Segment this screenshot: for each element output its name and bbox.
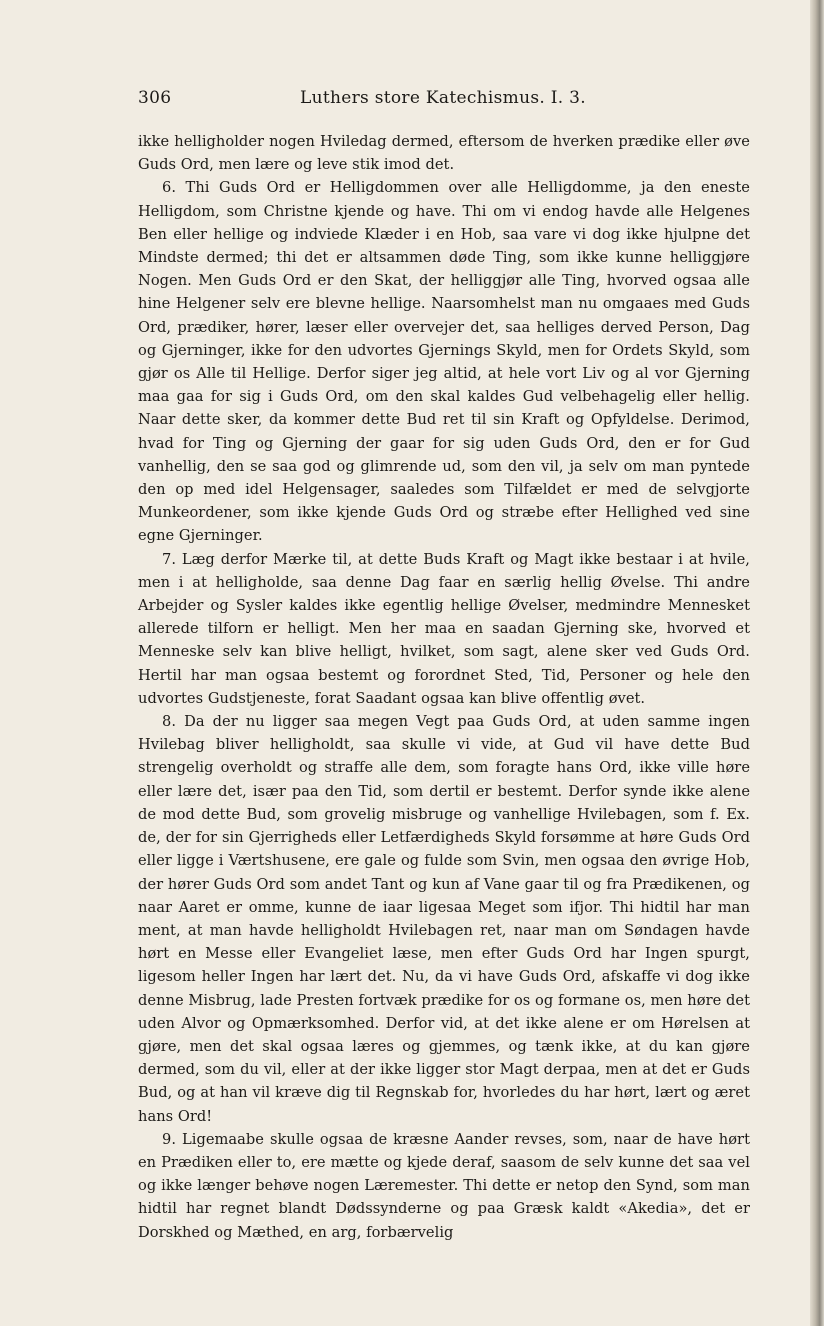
paragraph-8: 8. Da der nu ligger saa megen Vegt paa Guds Ord, at uden samme ingen Hvilebag bliver helligholdt, saa skulle vi vide, at Gud vil have dette Bud strengelig overholdt og straffe alle dem, som foragte hans Ord, ikke ville høre eller lære det, især paa den Tid, som dertil er bestemt. Derfor synde ikke alene de mod dette Bud, som grovelig misbruge og vanhellige Hvilebagen, som f. Ex. de, der for sin Gjerrigheds eller Letfærdigheds Skyld forsømme at høre Guds Ord eller ligge i Værtshusene, ere gale og fulde som Svin, men ogsaa den øvrige Hob, der hører Guds Ord som andet Tant og kun af Vane gaar til og fra Prædikenen, og naar Aaret er omme, kunne de iaar ligesaa Meget som ifjor. Thi hidtil har man ment, at man havde helligholdt Hvilebagen ret, naar man om Søndagen havde hørt en Messe eller Evangeliet læse, men efter Guds Ord har Ingen spurgt, ligesom heller Ingen har lært det. Nu, da vi have Guds Ord, afskaffe vi dog ikke denne Misbrug, lade Presten fortvæk prædike for os og formane os, men høre det uden Alvor og Opmærksomhed. Derfor vid, at det ikke alene er om Hørelsen at gjøre, men det skal ogsaa læres og gjemmes, og tænk ikke, at du kan gjøre dermed, som du vil, eller at der ikke ligger stor Magt derpaa, men at det er Guds Bud, og at han vil kræve dig til Regnskab for, hvorledes du har hørt, lært og æret hans Ord! — [138, 713, 750, 1125]
running-title: Luthers store Katechismus. I. 3. — [299, 88, 586, 108]
page-body — [138, 130, 750, 1244]
paragraph-7: 7. Læg derfor Mærke til, at dette Buds Kraft og Magt ikke bestaar i at hvile, men i at helligholde, saa denne Dag faar en særlig hellig Øvelse. Thi andre Arbejder og Sysler kaldes ikke egentlig hellige Øvelser, medmindre Mennesket allerede tilforn er helligt. Men her maa en saadan Gjerning ske, hvorved et Menneske selv kan blive helligt, hvilket, som sagt, alene sker ved Guds Ord. Hertil har man ogsaa bestemt og forordnet Sted, Tid, Personer og hele den udvortes Gudstjeneste, forat Saadant ogsaa kan blive offentlig øvet. — [138, 550, 750, 707]
paragraph-9: 9. Ligemaabe skulle ogsaa de kræsne Aander revses, som, naar de have hørt en Prædiken eller to, ere mætte og kjede deraf, saasom de selv kunne det saa vel og ikke længer behøve nogen Læremester. Thi dette er netop den Synd, som man hidtil har regnet blandt Dødssynderne og paa Græsk kaldt «Akedia», det er Dorskhed og Mæthed, en arg, forbærvelig — [138, 1130, 750, 1241]
page-number: 306 — [138, 88, 172, 108]
page-header — [138, 88, 748, 108]
page-edge — [810, 0, 824, 1326]
paragraph-6: 6. Thi Guds Ord er Helligdommen over alle Helligdomme, ja den eneste Helligdom, som Christne kjende og have. Thi om vi endog havde alle Helgenes Ben eller hellige og indviede Klæder i en Hob, saa vare vi dog ikke hjulpne det Mindste dermed; thi det er altsammen døde Ting, som ikke kunne helliggjøre Nogen. Men Guds Ord er den Skat, der helliggjør alle Ting, hvorved ogsaa alle hine Helgener selv ere blevne hellige. Naarsomhelst man nu omgaaes med Guds Ord, prædiker, hører, læser eller overvejer det, saa helliges derved Person, Dag og Gjerninger, ikke for den udvortes Gjernings Skyld, men for Ordets Skyld, som gjør os Alle til Hellige. Derfor siger jeg altid, at hele vort Liv og al vor Gjerning maa gaa for sig i Guds Ord, om den skal kaldes Gud velbehagelig eller hellig. Naar dette sker, da kommer dette Bud ret til sin Kraft og Opfyldelse. Derimod, hvad for Ting og Gjerning der gaar for sig uden Guds Ord, den er for Gud vanhellig, den se saa god og glimrende ud, som den vil, ja selv om man pyntede den op med idel Helgensager, saaledes som Tilfældet er med de selvgjorte Munkeordener, som ikke kjende Guds Ord og stræbe efter Hellighed ved sine egne Gjerninger. — [138, 179, 750, 545]
paragraph-continuation: ikke helligholder nogen Hviledag dermed, eftersom de hverken prædike eller øve Guds Ord, men lære og leve stik imod det. — [138, 133, 750, 174]
